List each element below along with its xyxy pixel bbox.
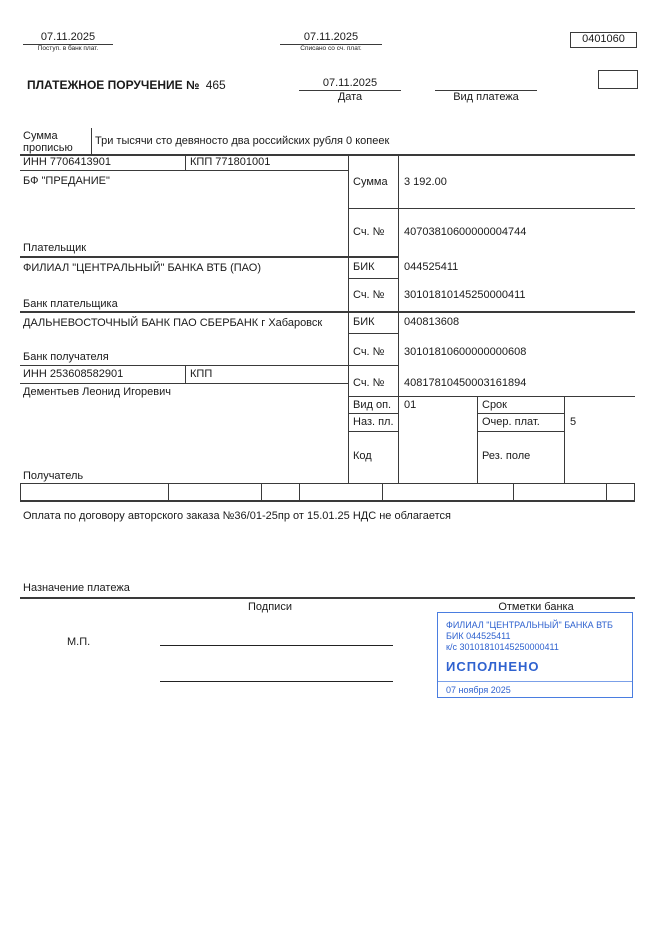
- grid-line: [20, 170, 348, 171]
- grid-line: [634, 483, 635, 500]
- stamp-bik: БИК 044525411: [446, 631, 511, 641]
- bank-stamp: [437, 612, 633, 698]
- payment-type-label: Вид платежа: [453, 91, 519, 103]
- payee-bank-name: ДАЛЬНЕВОСТОЧНЫЙ БАНК ПАО СБЕРБАНК г Хабаровск: [23, 317, 323, 329]
- payee-kpp-label: КПП: [190, 368, 213, 380]
- grid-line: [348, 208, 635, 209]
- date-block: [299, 76, 401, 103]
- code-label: Код: [353, 450, 372, 462]
- grid-line: [382, 483, 383, 500]
- signature-line: [160, 681, 393, 682]
- payee-name: Дементьев Леонид Игоревич: [23, 386, 172, 398]
- payer-account-label: Сч. №: [353, 226, 385, 238]
- payee-bank-label: Банк получателя: [23, 351, 109, 363]
- grid-line: [185, 365, 186, 383]
- grid-line: [606, 483, 607, 500]
- payment-type-value: [435, 76, 537, 91]
- debited-date-block: [280, 30, 382, 53]
- grid-line: [564, 396, 565, 483]
- payee-account-label: Сч. №: [353, 377, 385, 389]
- received-date: 07.11.2025: [23, 30, 113, 45]
- grid-line: [348, 413, 399, 414]
- received-date-block: [23, 30, 113, 53]
- grid-line: [20, 154, 635, 156]
- grid-line: [398, 155, 399, 483]
- payer-label: Плательщик: [23, 242, 87, 254]
- payee-account: 40817810450003161894: [404, 377, 527, 389]
- grid-line: [168, 483, 169, 500]
- payee-bank-bik: 040813608: [404, 316, 460, 328]
- grid-line: [348, 155, 349, 483]
- payer-account: 40703810600000004744: [404, 226, 527, 238]
- grid-line: [299, 483, 300, 500]
- grid-line: [20, 365, 399, 366]
- op-type-label: Вид оп.: [353, 399, 392, 411]
- stamp-corr-account: к/с 30101810145250000411: [446, 642, 559, 652]
- payment-purpose-text: Оплата по договору авторского заказа №36/01-25пр от 15.01.25 НДС не облагается: [23, 510, 451, 522]
- grid-line: [348, 278, 399, 279]
- bank-marks-label: Отметки банка: [498, 601, 574, 613]
- payer-bank-name: ФИЛИАЛ "ЦЕНТРАЛЬНЫЙ" БАНКА ВТБ (ПАО): [23, 262, 261, 274]
- payer-bank-account: 30101810145250000411: [404, 289, 526, 301]
- grid-line: [20, 311, 635, 313]
- grid-line: [20, 256, 399, 258]
- payer-name: БФ "ПРЕДАНИЕ": [23, 175, 110, 187]
- priority-label: Очер. плат.: [482, 416, 540, 428]
- debited-date-label: Списано со сч. плат.: [300, 45, 362, 52]
- grid-line: [348, 431, 399, 432]
- term-label: Срок: [482, 399, 507, 411]
- payee-inn: ИНН 253608582901: [23, 368, 124, 380]
- sum-label: Сумма: [353, 176, 388, 188]
- priority-box: [598, 70, 638, 89]
- payee-bank-account: 30101810600000000608: [404, 346, 527, 358]
- page-title-text: ПЛАТЕЖНОЕ ПОРУЧЕНИЕ №: [27, 78, 200, 92]
- payer-bank-bik: 044525411: [404, 261, 459, 273]
- reserve-label: Рез. поле: [482, 450, 531, 462]
- payment-type-block: [435, 76, 537, 103]
- grid-line: [477, 431, 565, 432]
- stamp-bank-name: ФИЛИАЛ "ЦЕНТРАЛЬНЫЙ" БАНКА ВТБ: [446, 620, 613, 630]
- debited-date: 07.11.2025: [280, 30, 382, 45]
- grid-line: [348, 396, 635, 397]
- grid-line: [477, 413, 565, 414]
- page-title: [27, 79, 226, 92]
- grid-line: [477, 396, 478, 483]
- amount-words: Три тысячи сто девяносто два российских рубля 0 копеек: [95, 135, 390, 147]
- grid-line: [91, 128, 92, 154]
- document-date: 07.11.2025: [299, 76, 401, 91]
- payee-bank-account-label: Сч. №: [353, 346, 385, 358]
- sum-value: 3 192.00: [404, 176, 447, 188]
- grid-line: [20, 597, 635, 599]
- payer-bank-bik-label: БИК: [353, 261, 375, 273]
- form-code-box: 0401060: [570, 32, 637, 48]
- grid-line: [20, 383, 348, 384]
- purpose-kind-label: Наз. пл.: [353, 416, 394, 428]
- op-type-value: 01: [404, 399, 417, 411]
- grid-line: [261, 483, 262, 500]
- grid-line: [20, 483, 21, 500]
- stamp-date: 07 ноября 2025: [446, 685, 511, 695]
- signatures-label: Подписи: [248, 601, 292, 613]
- seal-label: М.П.: [67, 636, 91, 648]
- priority-value: 5: [570, 416, 577, 428]
- grid-line: [185, 155, 186, 170]
- grid-line: [348, 333, 399, 334]
- grid-line: [20, 500, 635, 502]
- payer-inn: ИНН 7706413901: [23, 156, 112, 168]
- received-date-label: Поступ. в банк плат.: [37, 45, 99, 52]
- payer-bank-account-label: Сч. №: [353, 289, 385, 301]
- signature-line: [160, 645, 393, 646]
- stamp-divider: [438, 681, 632, 682]
- payee-bank-bik-label: БИК: [353, 316, 375, 328]
- amount-words-label: Сумма прописью: [23, 130, 73, 154]
- date-label: Дата: [337, 91, 363, 103]
- document-number: 465: [205, 78, 226, 92]
- payee-label: Получатель: [23, 470, 84, 482]
- grid-line: [20, 483, 635, 484]
- payment-purpose-label: Назначение платежа: [23, 582, 130, 594]
- payer-bank-label: Банк плательщика: [23, 298, 118, 310]
- stamp-status: ИСПОЛНЕНО: [446, 659, 540, 674]
- grid-line: [513, 483, 514, 500]
- payer-kpp: КПП 771801001: [190, 156, 271, 168]
